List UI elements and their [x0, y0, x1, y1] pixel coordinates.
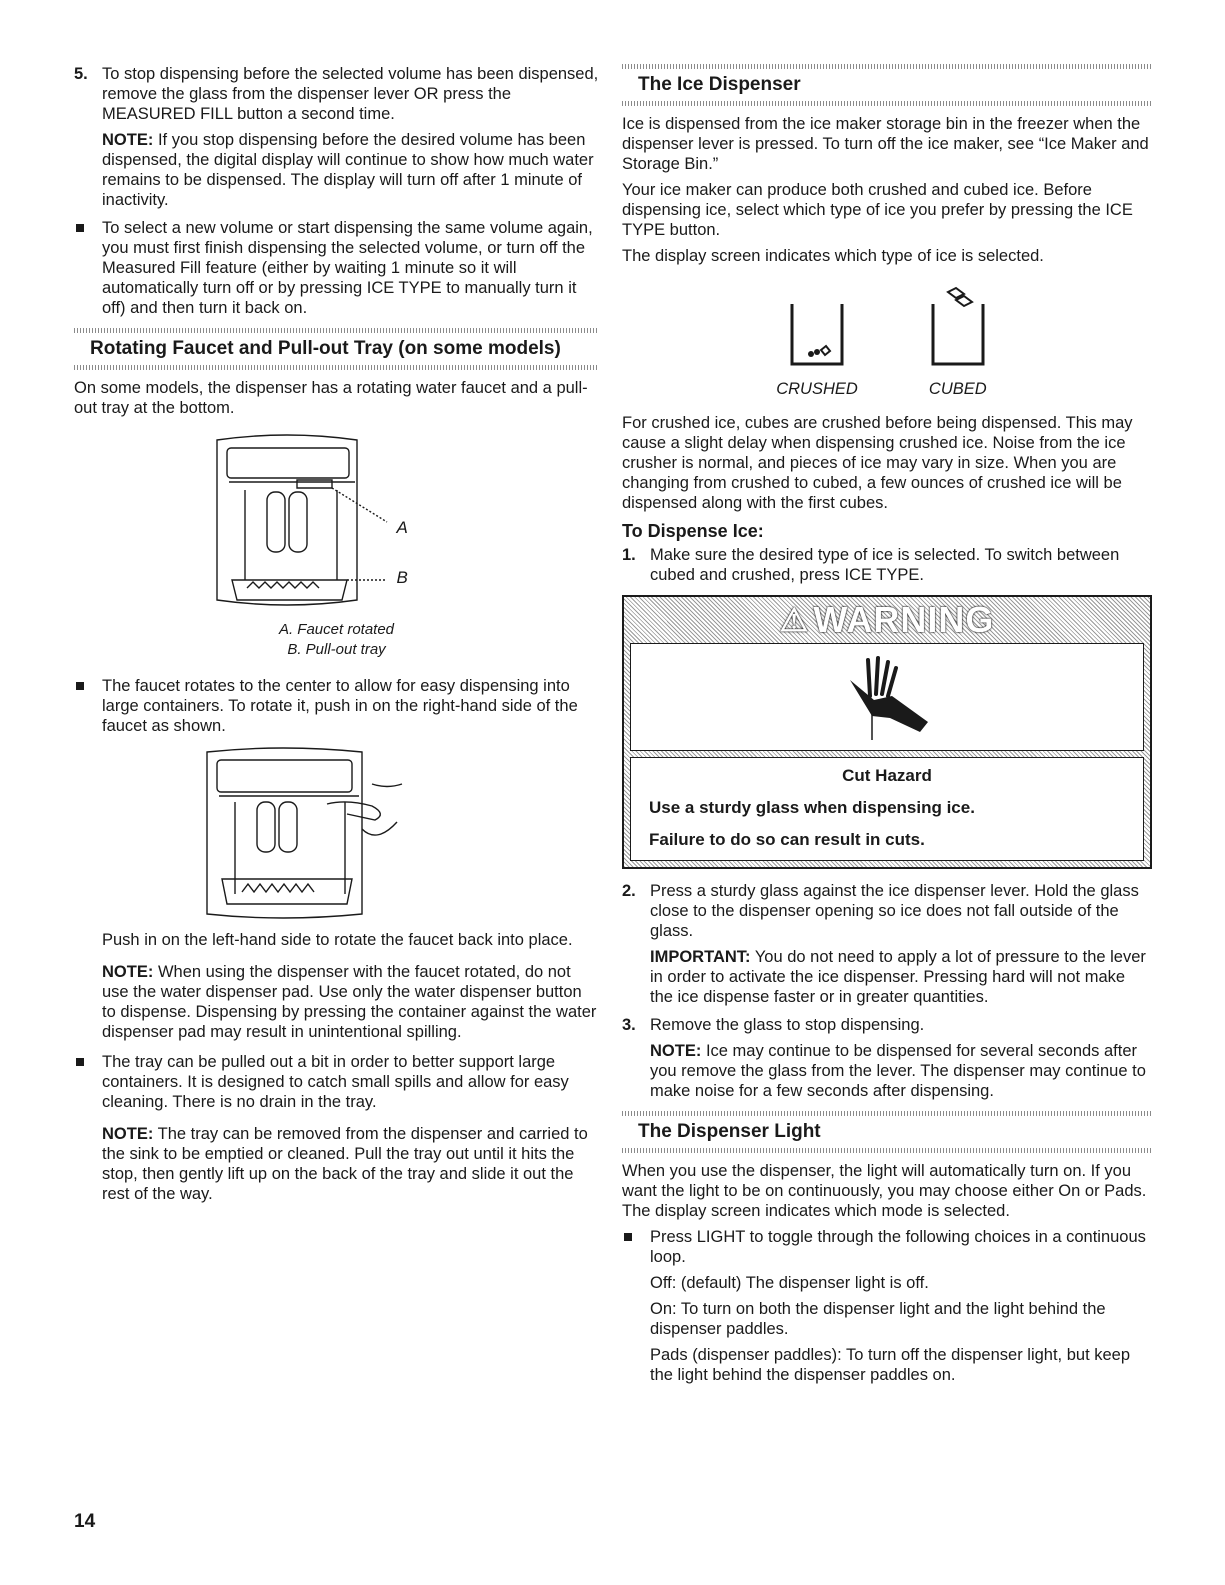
step-number: 3.	[622, 1016, 636, 1034]
warning-title: Cut Hazard	[842, 766, 932, 785]
note-label: NOTE:	[102, 963, 154, 981]
important-text: You do not need to apply a lot of pressure to the lever in order to activate the ice dispenser. Pressing hard will not make the ice dispense faster or in greater quantities.	[650, 948, 1146, 1006]
note-paragraph	[102, 1124, 599, 1204]
bullet-item	[74, 676, 599, 736]
section-title: Rotating Faucet and Pull-out Tray (on some models)	[90, 338, 561, 359]
important-note	[650, 947, 1152, 1007]
warning-header-text: WARNING	[813, 599, 995, 640]
left-column	[74, 64, 599, 1212]
step-text: Remove the glass to stop dispensing.	[650, 1016, 925, 1034]
bullet-square-icon	[76, 224, 84, 232]
cubed-ice-option	[918, 284, 998, 399]
cut-hazard-icon-panel	[630, 643, 1144, 751]
intro-text: On some models, the dispenser has a rotating water faucet and a pull-out tray at the bottom.	[74, 379, 588, 417]
bullet-square-icon	[624, 1233, 632, 1241]
step-5	[74, 64, 599, 210]
note-text: Ice may continue to be dispensed for several seconds after you remove the glass from the lever. The dispenser may continue to make noise for a few seconds after dispensing.	[650, 1042, 1146, 1100]
hatch-rule	[622, 101, 1152, 106]
section-heading	[622, 1111, 1152, 1153]
crushed-ice-option	[776, 284, 858, 399]
step-number: 5.	[74, 65, 88, 83]
step-3	[622, 1015, 1152, 1101]
step-number: 1.	[622, 546, 636, 564]
cubed-label: CUBED	[928, 380, 987, 398]
section-heading	[74, 328, 599, 370]
bullet-item	[74, 218, 599, 318]
cubed-ice-icon	[918, 284, 998, 374]
callout-a: A	[396, 518, 408, 537]
push-text: Push in on the left-hand side to rotate the faucet back into place.	[102, 931, 573, 949]
cut-hand-icon	[832, 652, 942, 742]
section-heading	[622, 64, 1152, 106]
warning-triangle-icon: ⚠	[779, 602, 810, 638]
step-text: Make sure the desired type of ice is selected. To switch between cubed and crushed, press ICE TYPE.	[650, 546, 1120, 584]
warning-line: Use a sturdy glass when dispensing ice.	[649, 798, 975, 817]
callout-b: B	[396, 568, 408, 587]
section-title: The Dispenser Light	[638, 1121, 821, 1142]
step-note	[650, 1041, 1152, 1101]
step-number: 2.	[622, 882, 636, 900]
push-faucet-figure	[197, 744, 477, 924]
dispenser-illustration	[207, 430, 467, 620]
crushed-ice-icon	[777, 284, 857, 374]
step-text: To stop dispensing before the selected volume has been dispensed, remove the glass from the dispenser lever OR press the MEASURED FILL button a second time.	[102, 65, 599, 123]
paragraph: Ice is dispensed from the ice maker storage bin in the freezer when the dispenser lever is pressed. To turn off the ice maker, see “Ice Maker and Storage Bin.”	[622, 115, 1149, 173]
note-label: NOTE:	[102, 131, 154, 149]
bullet-item	[622, 1227, 1152, 1385]
figure-caption-a: A. Faucet rotated	[278, 621, 395, 638]
step-2	[622, 881, 1152, 1007]
light-option-on: On: To turn on both the dispenser light and the light behind the dispenser paddles.	[650, 1300, 1106, 1338]
note-label: NOTE:	[650, 1042, 702, 1060]
hatch-rule	[622, 1148, 1152, 1153]
note-text: The tray can be removed from the dispenser and carried to the sink to be emptied or cleaned. Pull the tray out until it hits the stop, then gently lift up on the back of the tray and slide it out the rest of the way.	[102, 1125, 588, 1203]
bullet-text: To select a new volume or start dispensing the same volume again, you must first finish dispensing the selected volume, or turn off the Measured Fill feature (either by waiting 1 minute so it will automatically turn off or by pressing ICE TYPE to manually turn it off) and then turn it back on.	[102, 219, 593, 317]
paragraph: When you use the dispenser, the light will automatically turn on. If you want the light to be on continuously, you may choose either On or Pads. The display screen indicates which mode is selected.	[622, 1162, 1147, 1220]
step-text: Press a sturdy glass against the ice dispenser lever. Hold the glass close to the dispenser opening so ice does not fall outside of the glass.	[650, 882, 1139, 940]
crushed-label: CRUSHED	[776, 380, 858, 398]
warning-body	[630, 757, 1144, 861]
warning-header	[624, 597, 1150, 643]
note-paragraph	[102, 962, 599, 1042]
light-option-pads: Pads (dispenser paddles): To turn off the dispenser light, but keep the light behind the dispenser paddles on.	[650, 1346, 1131, 1384]
step-note	[102, 130, 599, 210]
push-paragraph	[74, 930, 599, 1042]
page-number: 14	[74, 1511, 96, 1532]
paragraph: The display screen indicates which type of ice is selected.	[622, 247, 1044, 265]
bullet-item	[74, 1052, 599, 1204]
right-column	[622, 64, 1152, 1393]
step-1	[622, 545, 1152, 585]
bullet-square-icon	[76, 682, 84, 690]
note-text: If you stop dispensing before the desired volume has been dispensed, the digital display will continue to show how much water remains to be dispensed. The display will turn off after 1 minute of inactivity.	[102, 131, 594, 209]
light-option-off: Off: (default) The dispenser light is off.	[650, 1274, 929, 1292]
note-text: When using the dispenser with the faucet rotated, do not use the water dispenser pad. Use only the water dispenser button to dispense. Dispensing by pressing the container against the water dispenser pad may result in unintentional spilling.	[102, 963, 597, 1041]
bullet-text: The faucet rotates to the center to allow for easy dispensing into large containers. To rotate it, push in on the right-hand side of the faucet as shown.	[102, 677, 578, 735]
figure-caption-b: B. Pull-out tray	[287, 641, 386, 658]
hatch-rule	[74, 365, 599, 370]
subheading: To Dispense Ice:	[622, 521, 764, 541]
warning-line: Failure to do so can result in cuts.	[649, 830, 925, 849]
bullet-square-icon	[76, 1058, 84, 1066]
paragraph: For crushed ice, cubes are crushed before being dispensed. This may cause a slight delay when dispensing crushed ice. Noise from the ice crusher is normal, and pieces of ice may vary in size. When you are changing from crushed to cubed, a few ounces of crushed ice will be dispensed along with the first cubes.	[622, 414, 1133, 512]
ice-type-icons	[622, 284, 1152, 399]
paragraph: Your ice maker can produce both crushed and cubed ice. Before dispensing ice, select which type of ice you prefer by pressing the ICE TYPE button.	[622, 181, 1133, 239]
important-label: IMPORTANT:	[650, 948, 751, 966]
section-title: The Ice Dispenser	[638, 74, 801, 95]
hand-push-illustration	[197, 744, 477, 924]
faucet-rotated-figure	[207, 430, 467, 620]
bullet-text: Press LIGHT to toggle through the following choices in a continuous loop.	[650, 1228, 1146, 1266]
bullet-text: The tray can be pulled out a bit in order to better support large containers. It is designed to catch small spills and allow for easy cleaning. There is no drain in the tray.	[102, 1053, 569, 1111]
note-label: NOTE:	[102, 1125, 154, 1143]
warning-box	[622, 595, 1152, 869]
